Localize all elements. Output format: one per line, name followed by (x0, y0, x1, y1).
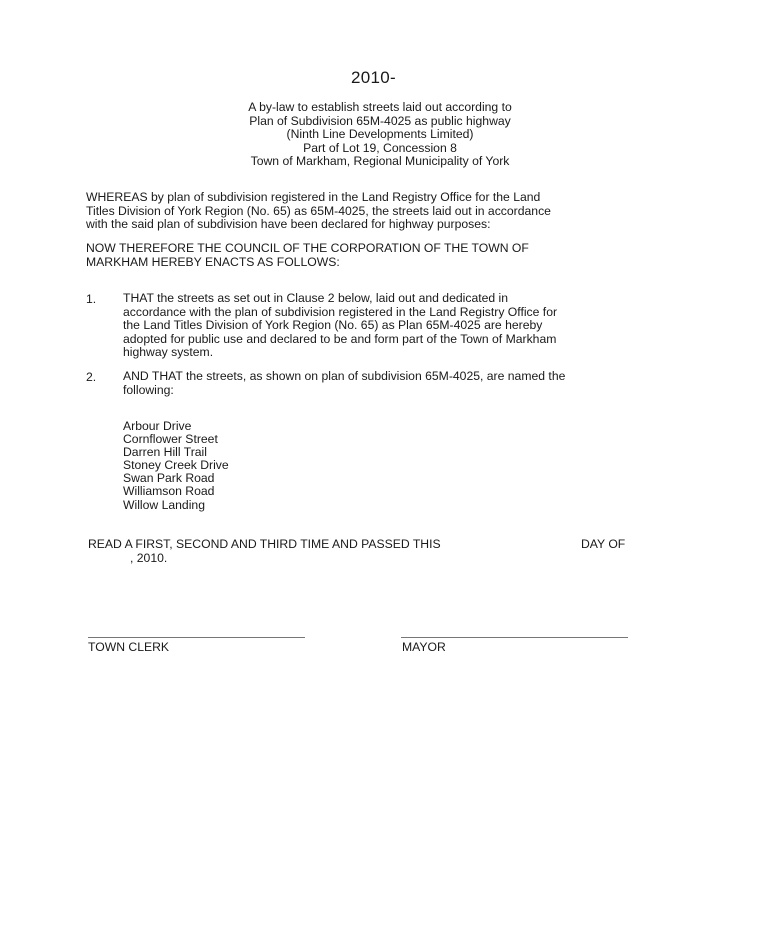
title-line: Town of Markham, Regional Municipality of York (250, 154, 510, 169)
street-name: Willow Landing (123, 497, 205, 512)
street-name: Arbour Drive (123, 419, 192, 433)
title-line: Part of Lot 19, Concession 8 (303, 140, 457, 155)
clause-line: the Land Titles Division of York Region (No. 65) as Plan 65M-4025 are hereby (123, 318, 543, 333)
clause-line: highway system. (123, 345, 214, 360)
paragraph-line: Titles Division of York Region (No. 65) as 65M-4025, the streets laid out in accordance (86, 203, 551, 218)
year-text: , 2010. (130, 551, 168, 565)
clause-2-text (123, 370, 565, 397)
bylaw-title-block (190, 101, 570, 169)
street-names-list (123, 420, 229, 512)
street-name: Swan Park Road (123, 471, 215, 486)
clause-number: 2. (86, 370, 97, 384)
clause-line: accordance with the plan of subdivision registered in the Land Registry Office for (123, 304, 558, 319)
town-clerk-label: TOWN CLERK (88, 640, 170, 654)
mayor-label: MAYOR (402, 640, 446, 654)
clause-line: AND THAT the streets, as shown on plan of subdivision 65M-4025, are named the (123, 369, 566, 383)
paragraph-line: with the said plan of subdivision have been declared for highway purposes: (86, 217, 491, 232)
title-line: Plan of Subdivision 65M-4025 as public highway (249, 113, 511, 128)
mayor-signature-line (401, 637, 628, 638)
street-name: Cornflower Street (123, 432, 218, 447)
clause-line: adopted for public use and declared to be and form part of the Town of Markham (123, 331, 557, 346)
clause-number: 1. (86, 292, 97, 306)
whereas-paragraph (86, 191, 551, 232)
clause-1-text (123, 292, 557, 360)
clause-line: THAT the streets as set out in Clause 2 below, laid out and dedicated in (123, 291, 509, 305)
clause-line: following: (123, 382, 174, 397)
paragraph-line: NOW THEREFORE THE COUNCIL OF THE CORPORATION OF THE TOWN OF (86, 241, 529, 255)
read-passed-text: READ A FIRST, SECOND AND THIRD TIME AND PASSED THIS (88, 537, 441, 551)
street-name: Darren Hill Trail (123, 445, 207, 460)
street-name: Stoney Creek Drive (123, 458, 229, 473)
paragraph-line: MARKHAM HEREBY ENACTS AS FOLLOWS: (86, 254, 340, 269)
town-clerk-signature-line (88, 637, 305, 638)
day-of-text: DAY OF (581, 537, 626, 551)
title-line: (Ninth Line Developments Limited) (286, 127, 474, 142)
title-line: A by-law to establish streets laid out according to (248, 100, 512, 114)
bylaw-number: 2010- (351, 68, 396, 87)
enacts-paragraph (86, 242, 529, 269)
street-name: Williamson Road (123, 484, 215, 499)
paragraph-line: WHEREAS by plan of subdivision registered in the Land Registry Office for the Land (86, 190, 541, 204)
